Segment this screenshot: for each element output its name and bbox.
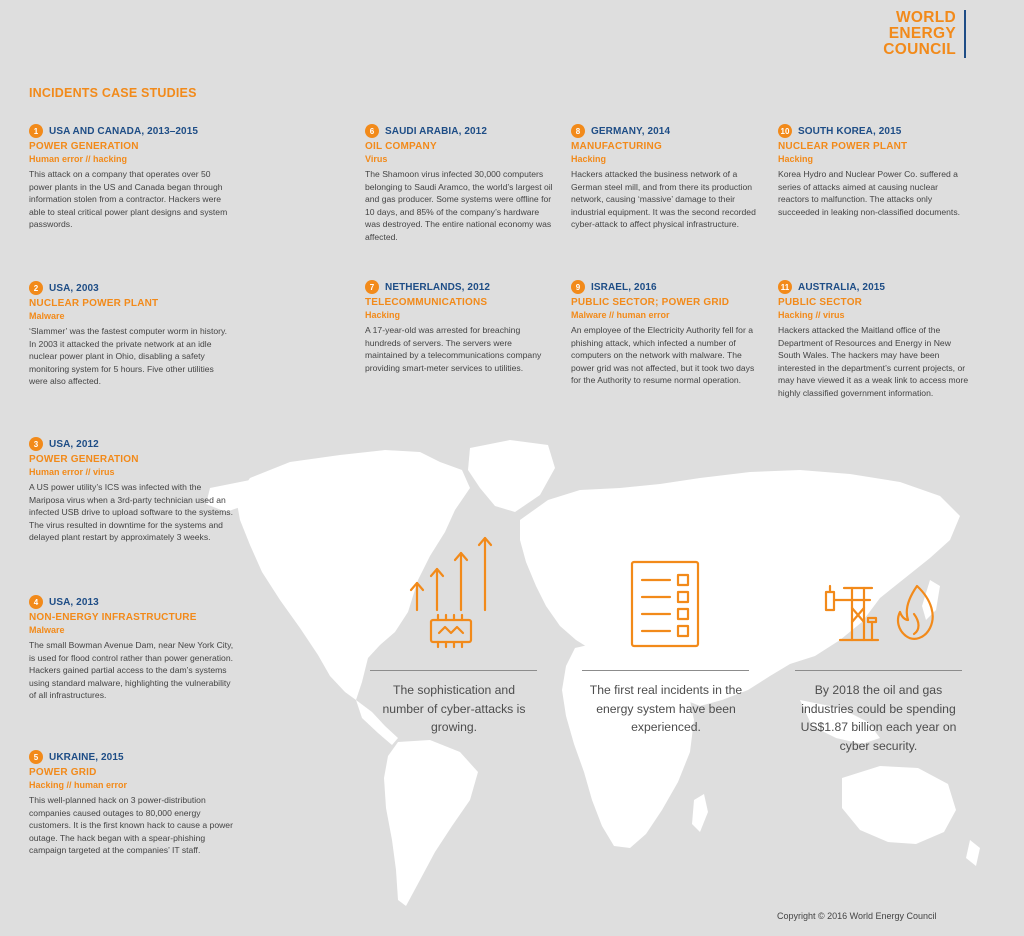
case-type: Hacking — [778, 154, 814, 164]
case-location: USA, 2012 — [49, 438, 99, 450]
case-location: USA, 2013 — [49, 596, 99, 608]
case-type: Human error // virus — [29, 467, 115, 477]
case-type: Hacking // human error — [29, 780, 128, 790]
case-location: NETHERLANDS, 2012 — [385, 281, 491, 293]
logo-line-3: COUNCIL — [883, 41, 956, 58]
case-location: USA AND CANADA, 2013–2015 — [49, 125, 199, 137]
case-study-11 — [778, 280, 970, 400]
case-number-badge: 2 — [29, 281, 43, 295]
case-sector: NON-ENERGY INFRASTRUCTURE — [29, 612, 197, 623]
oil-rig-flame-icon — [822, 578, 946, 650]
case-type: Malware // human error — [571, 310, 670, 320]
case-type: Malware — [29, 625, 65, 635]
case-number-badge: 6 — [365, 124, 379, 138]
case-study-8 — [571, 124, 761, 231]
case-type: Hacking — [571, 154, 607, 164]
case-sector: NUCLEAR POWER PLANT — [778, 141, 908, 152]
case-description: The small Bowman Avenue Dam, near New York City, is used for flood control rather than power generation. Hackers gained partial access to the dam’s systems using standard malware, highlighting the vulnerability of all infrastructures. — [29, 640, 234, 701]
stat-text-2: The first real incidents in the energy system have been experienced. — [589, 683, 743, 734]
copyright: Copyright © 2016 World Energy Council — [777, 911, 937, 921]
case-sector: PUBLIC SECTOR; POWER GRID — [571, 297, 730, 308]
case-sector: POWER GRID — [29, 767, 97, 778]
case-number-badge: 5 — [29, 750, 43, 764]
case-number-badge: 4 — [29, 595, 43, 609]
case-sector: NUCLEAR POWER PLANT — [29, 298, 159, 309]
case-type: Virus — [365, 154, 388, 164]
logo-line-2: ENERGY — [888, 25, 956, 42]
case-sector: POWER GENERATION — [29, 141, 139, 152]
case-description: The Shamoon virus infected 30,000 computers belonging to Saudi Aramco, the world’s largest oil and gas producer. Some systems were offline for 10 days, and 85% of the company’s hardware was destroyed. The entire national economy was affected. — [365, 169, 553, 242]
case-type: Hacking // virus — [778, 310, 845, 320]
case-study-6 — [365, 124, 555, 244]
logo-line-1: WORLD — [895, 9, 956, 26]
section-title: INCIDENTS CASE STUDIES — [29, 86, 197, 100]
stat-text-1: The sophistication and number of cyber-attacks is growing. — [382, 683, 526, 734]
world-energy-council-logo — [883, 10, 966, 58]
case-description: ‘Slammer’ was the fastest computer worm in history. In 2003 it attacked the private network at an idle nuclear power plant in Ohio, disabling a safety monitoring system for 5 hours. Five other utilities were also affected. — [29, 326, 228, 387]
case-study-7 — [365, 280, 555, 374]
case-number-badge: 7 — [365, 280, 379, 294]
case-number-badge: 11 — [778, 280, 792, 294]
case-study-2 — [29, 281, 234, 388]
stat-text-3: By 2018 the oil and gas industries could be spending US$1.87 billion each year on cyber security. — [800, 683, 957, 753]
case-location: GERMANY, 2014 — [591, 125, 671, 137]
stat-divider-3 — [795, 670, 962, 671]
case-description: Korea Hydro and Nuclear Power Co. suffered a series of attacks aimed at causing nuclear reactors to malfunction. The attacks only succeeded in leaking non-classified documents. — [778, 169, 961, 217]
case-sector: POWER GENERATION — [29, 454, 139, 465]
case-description: A 17-year-old was arrested for breaching hundreds of servers. The servers were maintained by a telecommunications company providing smart-meter services to utilities. — [365, 325, 542, 373]
case-number-badge: 1 — [29, 124, 43, 138]
case-sector: OIL COMPANY — [365, 141, 437, 152]
case-description: An employee of the Electricity Authority fell for a phishing attack, which infected a number of computers on the network with malware. The power grid was not affected, but it took two days for the Authority to resume normal operation. — [571, 325, 755, 386]
case-location: UKRAINE, 2015 — [49, 751, 124, 763]
case-sector: MANUFACTURING — [571, 141, 662, 152]
case-number-badge: 3 — [29, 437, 43, 451]
case-type: Hacking — [365, 310, 401, 320]
case-type: Malware — [29, 311, 65, 321]
case-number-badge: 10 — [778, 124, 792, 138]
rising-arrows-chip-icon — [405, 535, 505, 650]
checklist-document-icon — [628, 558, 702, 650]
case-description: This well-planned hack on 3 power-distribution companies caused outages to 80,000 energy customers. It is the first known hack to cause a power outage. The hack began with a spear-phishing campaign targeted at the companies’ IT staff. — [29, 795, 233, 856]
case-study-10 — [778, 124, 970, 218]
case-description: This attack on a company that operates over 50 power plants in the US and Canada began through information stolen from a contractor. Hackers were able to steal critical power plant designs and system passwords. — [29, 169, 228, 230]
case-location: USA, 2003 — [49, 282, 99, 294]
case-study-3 — [29, 437, 234, 544]
case-number-badge: 8 — [571, 124, 585, 138]
case-study-9 — [571, 280, 761, 387]
case-location: AUSTRALIA, 2015 — [798, 281, 886, 293]
case-location: ISRAEL, 2016 — [591, 281, 657, 293]
case-location: SAUDI ARABIA, 2012 — [385, 125, 488, 137]
stat-divider-2 — [582, 670, 749, 671]
case-study-1 — [29, 124, 234, 231]
case-sector: PUBLIC SECTOR — [778, 297, 863, 308]
case-description: A US power utility’s ICS was infected with the Mariposa virus when a 3rd-party technician used an infected USB drive to upload software to the systems. The virus resulted in downtime for the systems and delayed plant restart by approximately 3 weeks. — [29, 482, 233, 543]
case-description: Hackers attacked the Maitland office of the Department of Resources and Energy in New South Wales. The hackers may have been interested in the department’s current projects, or may have viewed it as a weak link to access more highly classified government information. — [778, 325, 969, 398]
case-study-4 — [29, 595, 234, 702]
case-number-badge: 9 — [571, 280, 585, 294]
case-type: Human error // hacking — [29, 154, 128, 164]
case-study-5 — [29, 750, 234, 857]
case-sector: TELECOMMUNICATIONS — [365, 297, 488, 308]
case-description: Hackers attacked the business network of a German steel mill, and from there its production network, causing ‘massive’ damage to their industrial equipment. It was the second recorded cyber-attack to affect physical infrastructure. — [571, 169, 756, 230]
case-location: SOUTH KOREA, 2015 — [798, 125, 902, 137]
stat-divider-1 — [370, 670, 537, 671]
